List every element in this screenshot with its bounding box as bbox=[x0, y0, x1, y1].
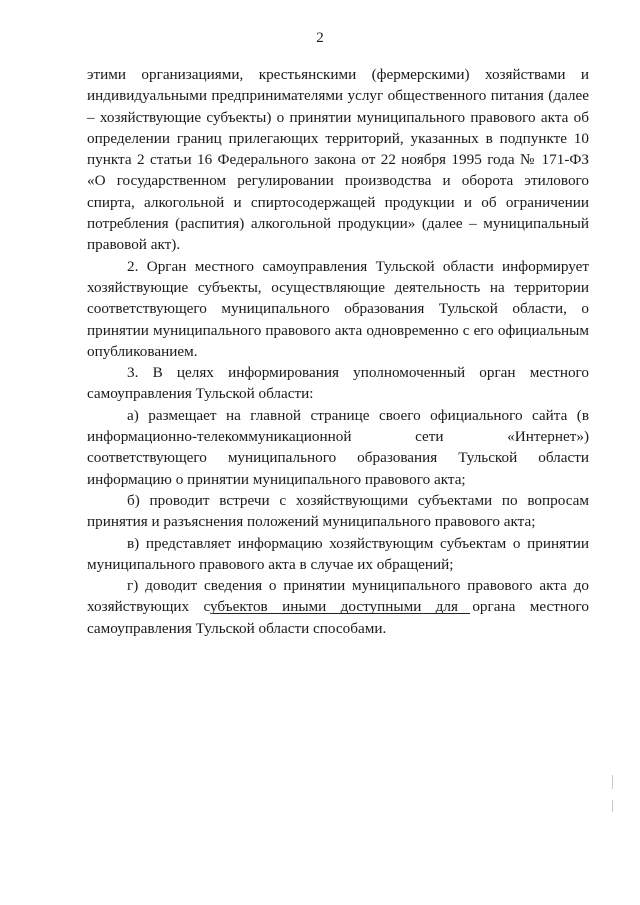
scan-margin-mark bbox=[612, 800, 613, 812]
scan-margin-mark bbox=[612, 775, 613, 789]
subitem-g: г) доводит сведения о принятии муниципального правового акта до хозяйствующих субъектов иными доступными для органа местного самоуправления Тульской области способами. bbox=[87, 577, 589, 637]
paragraph-item-3: 3. В целях информирования уполномоченный орган местного самоуправления Тульской области: bbox=[87, 364, 589, 403]
subitem-a: а) размещает на главной странице своего официального сайта (в информационно-телекоммуникационной сети «Интернет») соответствующего муниципального образования Тульской области информацию о принятии муниципального правового акта; bbox=[87, 406, 589, 488]
paragraph-item-2: 2. Орган местного самоуправления Тульской области информирует хозяйствующие субъекты, осуществляющие деятельность на территории соответствующего муниципального образования Тульской области, о принятии муниципального правового акта одновременно с его официальным опубликованием. bbox=[87, 257, 589, 360]
document-body bbox=[87, 64, 589, 639]
page-number: 2 bbox=[316, 30, 324, 46]
end-of-text-rule bbox=[213, 613, 470, 614]
paragraph-continuation: этими организациями, крестьянскими (фермерскими) хозяйствами и индивидуальными предпринимателями услуг общественного питания (далее – хозяйствующие субъекты) о принятии муниципального правового акта об определении границ прилегающих территорий, указанных в подпункте 10 пункта 2 статьи 16 Федерального закона от 22 ноября 1995 года № 171-ФЗ «О государственном регулировании производства и оборота этилового спирта, алкогольной и спиртосодержащей продукции и об ограничении потребления (распития) алкогольной продукции» (далее – муниципальный правовой акт). bbox=[87, 66, 589, 254]
subitem-v: в) представляет информацию хозяйствующим субъектам о принятии муниципального правового акта в случае их обращений; bbox=[87, 534, 589, 573]
subitem-b: б) проводит встречи с хозяйствующими субъектами по вопросам принятия и разъяснения положений муниципального правового акта; bbox=[87, 491, 589, 531]
